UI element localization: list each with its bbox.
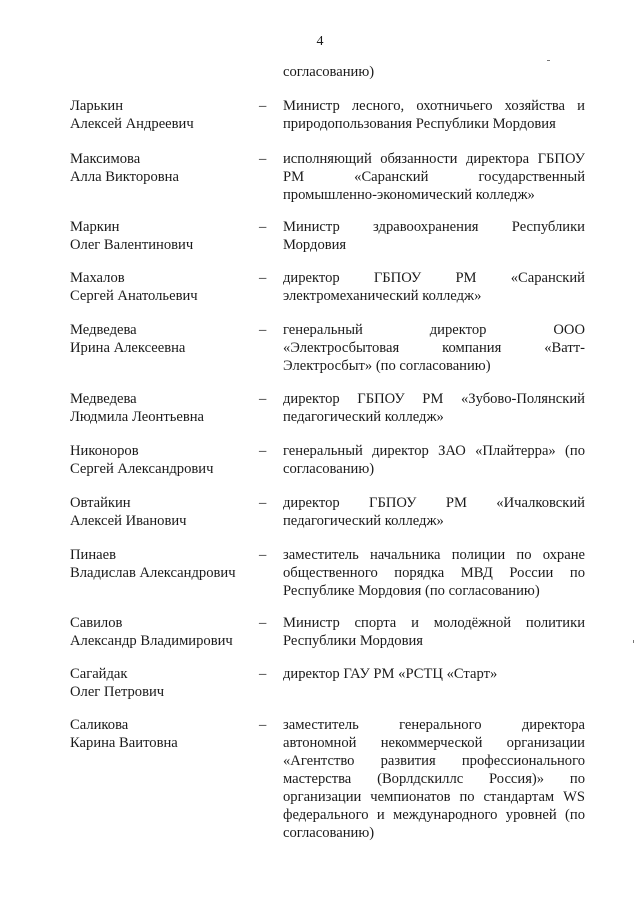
member-name (70, 614, 260, 650)
position-line: директор ГБПОУ РМ «Саранский (283, 270, 585, 286)
member-given-names: Карина Ваитовна (70, 735, 178, 751)
member-surname: Махалов (70, 270, 125, 286)
position-line: согласованию) (283, 461, 375, 477)
dash-separator: – (259, 615, 267, 631)
member-given-names: Алла Викторовна (70, 169, 179, 185)
member-surname: Овтайкин (70, 495, 131, 511)
position-line: генеральный директор ООО (283, 322, 585, 338)
scan-mark (633, 640, 634, 643)
member-given-names: Ирина Алексеевна (70, 340, 186, 356)
dash-separator: – (259, 443, 267, 459)
member-position (283, 150, 585, 204)
member-name (70, 150, 260, 186)
position-line: директор ГАУ РМ «РСТЦ «Старт» (283, 666, 498, 682)
member-given-names: Людмила Леонтьевна (70, 409, 205, 425)
position-line: федерального и международного уровней (по (283, 807, 585, 823)
member-name (70, 269, 260, 305)
member-name (70, 546, 260, 582)
position-line: заместитель начальника полиции по охране (283, 547, 585, 563)
position-line: Мордовия (283, 237, 347, 253)
position-line: исполняющий обязанности директора ГБПОУ (283, 151, 585, 167)
dash-separator: – (259, 717, 267, 733)
position-line: мастерства (Ворлдскиллс Россия)» по (283, 771, 585, 787)
dash-separator: – (259, 322, 267, 338)
position-line: Министр здравоохранения Республики (283, 219, 585, 235)
member-position (283, 269, 585, 305)
member-position (283, 218, 585, 254)
position-line: «Электросбытовая компания «Ватт- (283, 340, 585, 356)
member-surname: Саликова (70, 717, 129, 733)
member-name (70, 442, 260, 478)
dash-separator: – (259, 495, 267, 511)
member-name (70, 97, 260, 133)
page-number: 4 (316, 34, 324, 49)
continuation-text: согласованию) (283, 64, 375, 80)
position-line: педагогический колледж» (283, 513, 444, 529)
position-line: согласованию) (283, 825, 375, 841)
position-line: «Агентство развития профессионального (283, 753, 585, 769)
member-position (283, 665, 585, 683)
member-given-names: Алексей Иванович (70, 513, 187, 529)
position-line: директор ГБПОУ РМ «Зубово-Полянский (283, 391, 585, 407)
dash-separator: – (259, 547, 267, 563)
dash-separator: – (259, 98, 267, 114)
member-position (283, 321, 585, 375)
member-surname: Пинаев (70, 547, 117, 563)
member-surname: Медведева (70, 322, 137, 338)
member-position (283, 442, 585, 478)
member-given-names: Александр Владимирович (70, 633, 233, 649)
dash-separator: – (259, 151, 267, 167)
member-surname: Максимова (70, 151, 141, 167)
member-given-names: Владислав Александрович (70, 565, 236, 581)
position-line: промышленно-экономический колледж» (283, 187, 535, 203)
member-position (283, 716, 585, 842)
member-name (70, 218, 260, 254)
dash-separator: – (259, 391, 267, 407)
dash-separator: – (259, 666, 267, 682)
member-surname: Маркин (70, 219, 120, 235)
position-line: автономной некоммерческой организации (283, 735, 585, 751)
position-line: Министр спорта и молодёжной политики (283, 615, 585, 631)
member-surname: Медведева (70, 391, 137, 407)
member-given-names: Алексей Андреевич (70, 116, 194, 132)
position-line: Электросбыт» (по согласованию) (283, 358, 491, 374)
dash-separator: – (259, 219, 267, 235)
member-name (70, 494, 260, 530)
position-line: электромеханический колледж» (283, 288, 482, 304)
position-line: Республике Мордовия (по согласованию) (283, 583, 540, 599)
member-name (70, 321, 260, 357)
member-given-names: Сергей Александрович (70, 461, 214, 477)
member-position (283, 390, 585, 426)
member-position (283, 97, 585, 133)
member-given-names: Олег Валентинович (70, 237, 194, 253)
member-surname: Савилов (70, 615, 123, 631)
member-given-names: Сергей Анатольевич (70, 288, 198, 304)
position-line: педагогический колледж» (283, 409, 444, 425)
scan-mark (547, 60, 550, 61)
position-line: организации чемпионатов по стандартам WS (283, 789, 585, 805)
position-line: директор ГБПОУ РМ «Ичалковский (283, 495, 585, 511)
member-surname: Ларькин (70, 98, 124, 114)
position-line: общественного порядка МВД России по (283, 565, 585, 581)
position-line: Министр лесного, охотничьего хозяйства и (283, 98, 585, 114)
position-line: Республики Мордовия (283, 633, 424, 649)
member-name (70, 390, 260, 426)
member-position (283, 546, 585, 600)
member-surname: Сагайдак (70, 666, 128, 682)
position-line: генеральный директор ЗАО «Плайтерра» (по (283, 443, 585, 459)
dash-separator: – (259, 270, 267, 286)
position-line: природопользования Республики Мордовия (283, 116, 556, 132)
position-line: РМ «Саранский государственный (283, 169, 585, 185)
position-line: заместитель генерального директора (283, 717, 585, 733)
member-name (70, 665, 260, 701)
member-position (283, 614, 585, 650)
member-surname: Никоноров (70, 443, 139, 459)
member-position (283, 494, 585, 530)
member-given-names: Олег Петрович (70, 684, 165, 700)
member-name (70, 716, 260, 752)
